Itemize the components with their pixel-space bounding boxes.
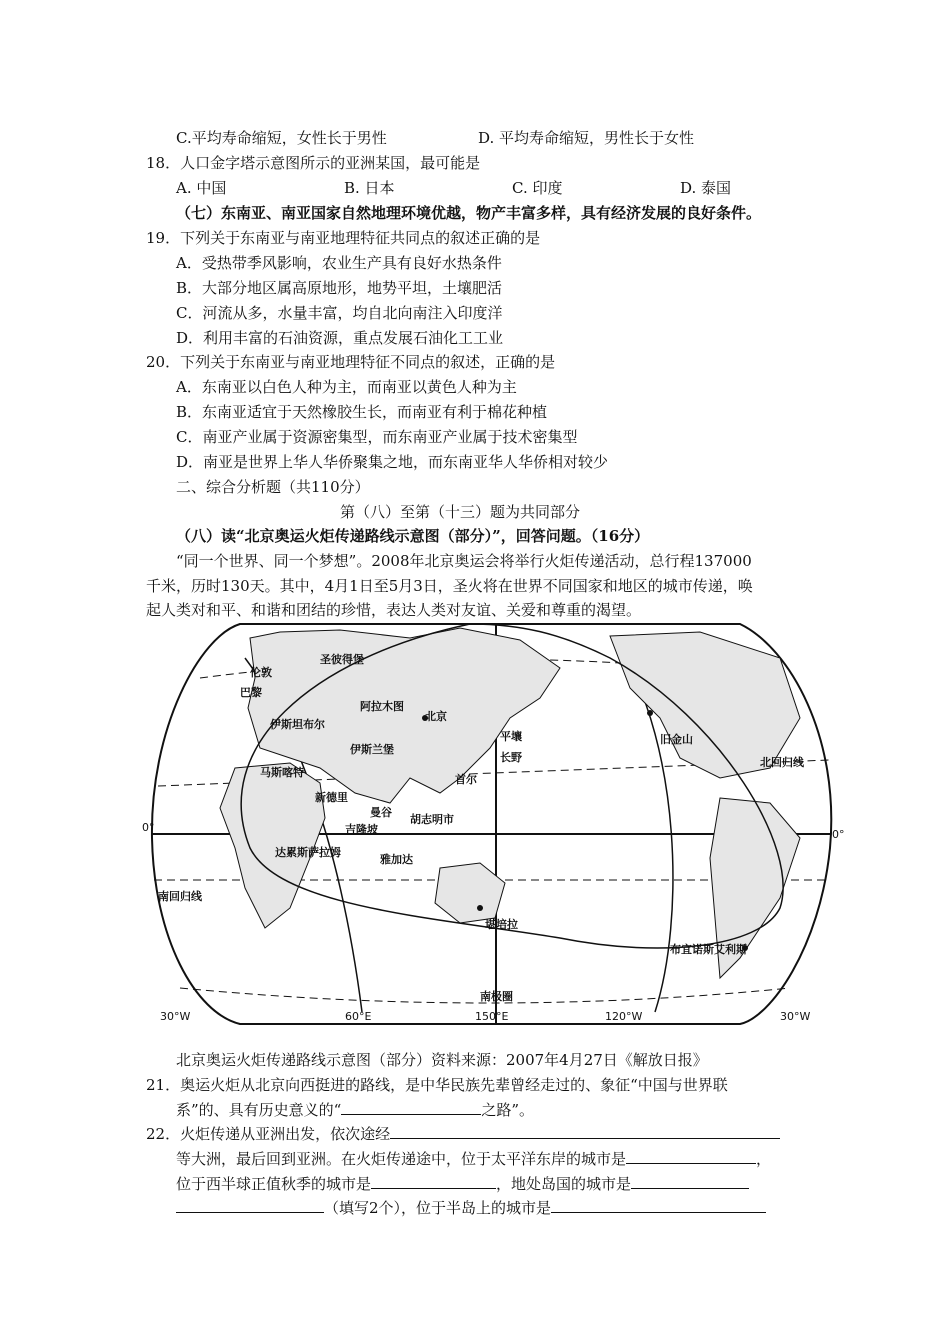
q22-line-4 [176,1198,766,1218]
city-paris: 巴黎 [240,686,262,699]
city-seoul: 首尔 [455,773,477,786]
q18-option-d: D. 泰国 [680,179,732,197]
q17-option-d: D. 平均寿命缩短，男性长于女性 [478,129,695,147]
q21-answer-blank[interactable] [341,1100,481,1115]
lon-label-120w: 120°W [605,1010,643,1023]
q20-option-b: B．东南亚适宜于天然橡胶生长，而南亚有利于棉花种植 [176,403,548,421]
city-jakarta: 雅加达 [380,853,413,866]
q20-option-a: A．东南亚以白色人种为主，而南亚以黄色人种为主 [176,378,517,396]
lon-label-30w-right: 30°W [780,1010,811,1023]
q19-option-b: B．大部分地区属高原地形，地势平坦，土壤肥活 [176,279,503,297]
q22-line-3 [176,1174,749,1194]
city-dar-es-salaam: 达累斯萨拉姆 [275,846,341,859]
city-st-petersburg: 圣彼得堡 [320,653,364,666]
part-2-heading: 二、综合分析题（共110分） [176,478,370,496]
common-part-note: 第（八）至第（十三）题为共同部分 [340,503,581,521]
q22-text-c1: 位于西半球正值秋季的城市是 [176,1175,372,1193]
q21-line-1: 21．奥运火炬从北京向西挺进的路线，是中华民族先辈曾经走过的、象征“中国与世界联 [146,1076,728,1094]
city-marker-sf [647,710,653,716]
city-istanbul: 伊斯坦布尔 [270,718,325,731]
q22-text-a: 22．火炬传递从亚洲出发，依次途经 [146,1125,391,1143]
city-nagano: 长野 [500,751,522,764]
q21-text-after-blank: 之路”。 [481,1101,535,1119]
q22-text-c2: ，地处岛国的城市是 [496,1175,632,1193]
q22-peninsula-city-blank[interactable] [551,1198,766,1213]
q22-pacific-east-city-blank[interactable] [626,1149,756,1164]
q22-island-city-blank[interactable] [631,1174,749,1189]
q19-option-d: D．利用丰富的石油资源，重点发展石油化工工业 [176,329,504,347]
q18-stem: 18．人口金字塔示意图所示的亚洲某国，最可能是 [146,154,481,172]
intro-line-1: “同一个世界、同一个梦想”。2008年北京奥运会将举行火炬传递活动，总行程137000 [176,552,752,570]
q22-continents-blank[interactable] [390,1124,780,1139]
lon-label-150e: 150°E [475,1010,509,1023]
q19-stem: 19．下列关于东南亚与南亚地理特征共同点的叙述正确的是 [146,229,541,247]
city-london: 伦敦 [250,666,272,679]
q22-text-b1: 等大洲，最后回到亚洲。在火炬传递途中，位于太平洋东岸的城市是 [176,1150,627,1168]
q17-option-c: C.平均寿命缩短，女性长于男性 [176,129,387,147]
city-beijing: 北京 [425,710,447,723]
city-kuala-lumpur: 吉隆坡 [345,823,378,836]
q20-stem: 20．下列关于东南亚与南亚地理特征不同点的叙述，正确的是 [146,353,556,371]
city-new-delhi: 新德里 [315,791,348,804]
q20-option-d: D．南亚是世界上华人华侨聚集之地，而东南亚华人华侨相对较少 [176,453,609,471]
section-8-heading: （八）读“北京奥运火炬传递路线示意图（部分）”，回答问题。（16分） [176,527,650,545]
q20-option-c: C．南亚产业属于资源密集型，而东南亚产业属于技术密集型 [176,428,578,446]
q19-option-c: C．河流从多，水量丰富，均自北向南注入印度洋 [176,304,503,322]
q21-line-2 [176,1100,534,1120]
lon-label-60e: 60°E [345,1010,372,1023]
city-pyongyang: 平壤 [500,730,522,743]
intro-line-3: 起人类对和平、和谐和团结的珍惜，表达人类对友谊、关爱和尊重的渴望。 [146,601,642,619]
q22-text-d1: （填写2个），位于半岛上的城市是 [324,1199,552,1217]
city-ho-chi-minh: 胡志明市 [410,813,454,826]
map-caption: 北京奥运火炬传递路线示意图（部分）资料来源：2007年4月27日《解放日报》 [176,1051,708,1069]
equator-label-left: 0° [142,821,155,834]
q18-option-a: A. 中国 [176,179,227,197]
city-islamabad: 伊斯兰堡 [350,743,394,756]
q18-option-c: C. 印度 [512,179,563,197]
equator-label-right: 0° [832,828,845,841]
q19-option-a: A．受热带季风影响，农业生产具有良好水热条件 [176,254,502,272]
city-bangkok: 曼谷 [370,806,392,819]
city-marker-canberra [477,905,483,911]
australia-landmass [435,863,505,923]
q22-text-b2: ， [756,1150,772,1168]
q22-line-2 [176,1149,771,1169]
intro-line-2: 千米，历时130天。其中，4月1日至5月3日，圣火将在世界不同国家和地区的城市传递，唤 [146,577,753,595]
q22-line-1 [146,1124,780,1144]
city-buenos-aires: 布宜诺斯艾利斯 [670,943,747,956]
city-almaty: 阿拉木图 [360,700,404,713]
q18-option-b: B. 日本 [344,179,395,197]
tropic-of-capricorn-label: 南回归线 [158,890,202,903]
section-7-heading: （七）东南亚、南亚国家自然地理环境优越，物产丰富多样，具有经济发展的良好条件。 [176,204,762,222]
city-muscat: 马斯喀特 [260,766,304,779]
q22-western-autumn-city-blank[interactable] [371,1174,496,1189]
city-canberra: 堪培拉 [485,918,518,931]
antarctic-circle-label: 南极圈 [480,990,513,1003]
q21-text-before-blank: 系”的、具有历史意义的“ [176,1101,342,1119]
q22-island-city-blank-2[interactable] [176,1198,324,1213]
tropic-of-cancer-label: 北回归线 [760,756,804,769]
lon-label-30w-left: 30°W [160,1010,191,1023]
torch-relay-map [140,618,845,1030]
city-san-francisco: 旧金山 [660,733,693,746]
